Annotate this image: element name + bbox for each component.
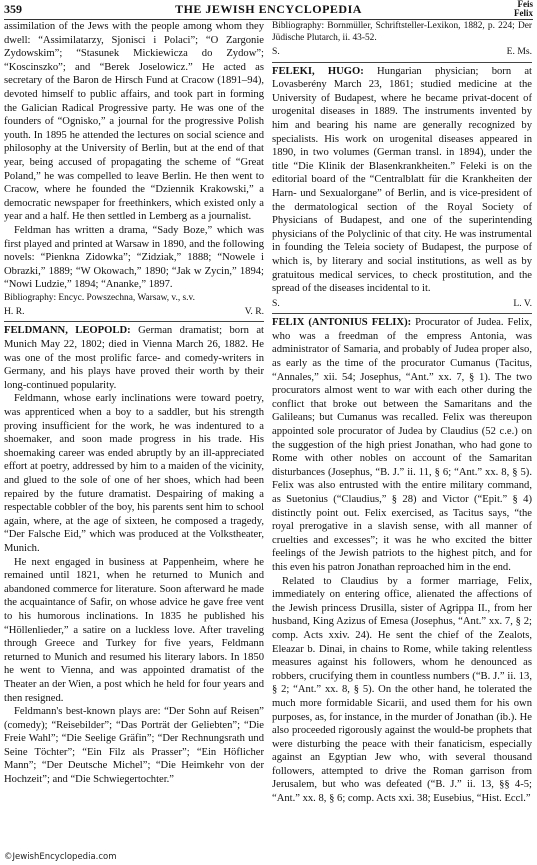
signature-left: S. <box>272 46 280 57</box>
running-title: THE JEWISH ENCYCLOPEDIA <box>175 2 362 16</box>
page-number: 359 <box>4 2 22 16</box>
guide-words <box>514 0 533 18</box>
entry-divider <box>272 62 532 63</box>
entry-feldmann <box>4 324 264 392</box>
entry-feleki <box>272 65 532 296</box>
paragraph: Related to Claudius by a former marriage, Felix, immediately on entering office, alienated the affections of the Jewish princess Drusilla, sister of Agrippa II., from her husband, King Azizus of Emesa (Josephus, “Ant.” xx. 7, § 2; comp. Acts xxiv. 24). He sent the chief of the Zealots, Eleazar b. Dinai, in chains to Rome, while taking relentless measures against his followers, whom he denounced as robbers, crucifying them in countless numbers (“B. J.” ii. 13, § 2; “Ant.” xx. 8, § 5). On the other hand, he tolerated the much more formidable Sicarii, and used them for his own purposes, as, for instance, in the murder of Jonathan (ib.). He also proceeded rigorously against the would-be prophets that were disturbing the peace with their fanaticism, especially against an Egyptian Jew who, with several thousand followers, attempted to drive the Roman garrison from Jerusalem, but who was defeated (“B. J.” ii. 13, §§ 4-5; “Ant.” xx. 8, § 6; comp. Acts xxi. 38; Eusebius, “Hist. Eccl.” <box>272 575 532 805</box>
signature-right: L. V. <box>513 297 532 309</box>
entry-title: FELEKI, HUGO: <box>272 65 364 77</box>
entry-text: Hungarian physician; born at Lovasberény March 23, 1861; studied medicine at the University of Budapest, where he became privat-docent of urogenital diseases in 1889. The instruments invented by him and bearing his name are generally recognized by specialists. His work on urogenital diseases appeared in 1890, in two volumes (German transl. in 1894), under the title “Die Klinik der Blasenkrankheiten.” Feleki is on the editorial board of the “Centralblatt für die Krankheiten der Harn- und Sexualorgane” of Berlin, and is vice-president of the dermatological section of the Royal Society of Physicians of Budapest, and one of the superintending physicians of the Polyclinic of that city. He was instrumental in founding the Teleia society of Budapest, the purpose of which is, by literary and social institutions, as well as by gratuitous medical services, to check prostitution, and the spread of the diseases incidental to it. <box>272 65 532 295</box>
paragraph: Feldmann's best-known plays are: “Der Sohn auf Reisen” (comedy); “Reisebilder”; “Das Porträt der Geliebten”; “Die Freie Wahl”; “Die Seelige Gräfin”; “Der Rechnungsrath und Seine Töchter”; “Ein Filz als Prasser”; “Ein Höflicher Mann”; “Der Deutsche Michel”; “Die Heimkehr von der Hochzeit”; and “Die Schwiegertochter.” <box>4 706 264 786</box>
entry-divider <box>4 321 264 322</box>
signature-left: H. R. <box>4 305 25 317</box>
signature-right: V. R. <box>244 305 264 317</box>
paragraph: Feldman has written a drama, “Sady Boze,” which was first played and printed at Warsaw in 1890, and the following novels: “Pienkna Zidowka”; “Zidziak,” 1888; “Nowele i Obrazki,” 1889; “W Okowach,” 1890; “Jak w Zycin,” 1894; “Nowi Ludzie,” 1894; “Ananke,” 1897. <box>4 224 264 291</box>
bibliography: Bibliography: Encyc. Powszechna, Warsaw, v., s.v. <box>4 292 195 303</box>
entry-divider <box>272 313 532 314</box>
entry-text: German dramatist; born at Munich May 22, 1802; died in Vienna March 26, 1882. He was one of the most prolific farce- and comedy-writers in Germany, and his plays have proved their worth by their long-continued popularity. <box>4 325 264 391</box>
entry-title: FELIX (ANTONIUS FELIX): <box>272 317 412 329</box>
footer-credit: ©JewishEncyclopedia.com <box>4 852 117 862</box>
left-column <box>4 20 264 847</box>
right-column <box>272 20 532 847</box>
paragraph: He next engaged in business at Pappenheim, where he remained until 1821, when he returned to Munich and abandoned commerce for literature. Soon afterward he made the acquaintance of Safir, on whose advice he gave free vent to his humorous inclinations. In 1835 he published his “Höllenlieder,” a satire on a luckless love. After traveling through Greece and Turkey for five years, Feldmann returned to Munich and resumed his literary labors. In 1850 he went to Vienna, and was appointed dramatist of the Theater an der Wien, a post which he held for four years and then resigned. <box>4 556 264 704</box>
bibliography: Bibliography: Bornmüller, Schriftsteller-Lexikon, 1882, p. 224; Der Jüdische Plutarch, ii. 43-52. <box>272 21 532 43</box>
signature-right: E. Ms. <box>506 46 532 57</box>
signature-line <box>272 297 532 311</box>
entry-text: Procurator of Judea. Felix, who was a freedman of the empress Antonia, was administrator of Samaria, and probably of Judea proper also, as early as the time of the procurator Cumanus (Tacitus, “Annales,” xii. 54; Josephus, “Ant.” xx. 7, § 1). The two procurators almost went to war with each other during the conflict that broke out between the Samaritans and the Galileans; but Cumanus was recalled. Felix was thereupon appointed sole procurator of Judea by Claudius (52 c.e.) on the suggestion of the high priest Jonathan, who had gone to Rome with other nobles on account of the Samaritan disturbances (Josephus, “B. J.” ii. 11, § 6; “Ant.” xx. 8, § 5). Felix was also entrusted with the entire military command, as Suetonius (“Claudius,” § 28) and Victor (“Epit.” § 4) distinctly point out. Felix exercised, as Tacitus says, “the royal prerogative in a slavish sense, with all manner of cruelties and excesses”; it was he who excited the bitter feelings of the Jewish patriots to the highest pitch, and for this even his patron Jonathan reproached him in the end. <box>272 317 532 573</box>
signature-left: S. <box>272 297 280 309</box>
signature-line <box>272 45 532 59</box>
guide-word-top: Feis <box>517 0 533 9</box>
entry-felix <box>272 316 532 574</box>
guide-word-bottom: Felix <box>514 8 533 18</box>
signature-line <box>4 305 264 319</box>
paragraph: assimilation of the Jews with the people among whom they dwell: “Assimilatarzy, Sjonisci i Polaci”; “O Zargonie Zydowskim”; “Stasunek Mickiewicza do Zydow”; “Koscinszko”; and “Berek Joselowicz.” He acted as secretary of the Baron de Hirsch Fund at Cracow (1891–94), devoted himself to public affairs, and took part in forming the Galician Radical Progressive party. He was one of the founders of “Ognisko,” a journal for the progressive Polish youth. In 1895 he attended the lectures on social science and philosophy at the University of Berlin, but at the end of that year, being accused of propagating the scheme of “Great Poland,” he was compelled to leave Berlin. He then went to Cracow, where he founded the “Dziennik Krakowski,” a democratic newspaper for freethinkers, which existed only a year and a half. He then settled in Lemberg as a journalist. <box>4 21 264 223</box>
page-header <box>4 2 533 18</box>
paragraph: Feldmann, whose early inclinations were toward poetry, was apprenticed when a boy to a saddler, but his strength proving insufficient for the work, he was indentured to a shoemaker, and soon made progress in his trade. His shoemaking career was ended abruptly by an ill-appreciated effort at poetry, addressed by him to a maiden of the vicinity, and glued to the sole of one of her shoes, which had been repaired by the future dramatist. Despairing of making a respectable cobbler of the boy, his parents sent him to school again, where, at the age of sixteen, he composed a tragedy, “Der Falsche Eid,” which was produced at the Volkstheater, Munich. <box>4 393 264 554</box>
entry-title: FELDMANN, LEOPOLD: <box>4 325 131 337</box>
